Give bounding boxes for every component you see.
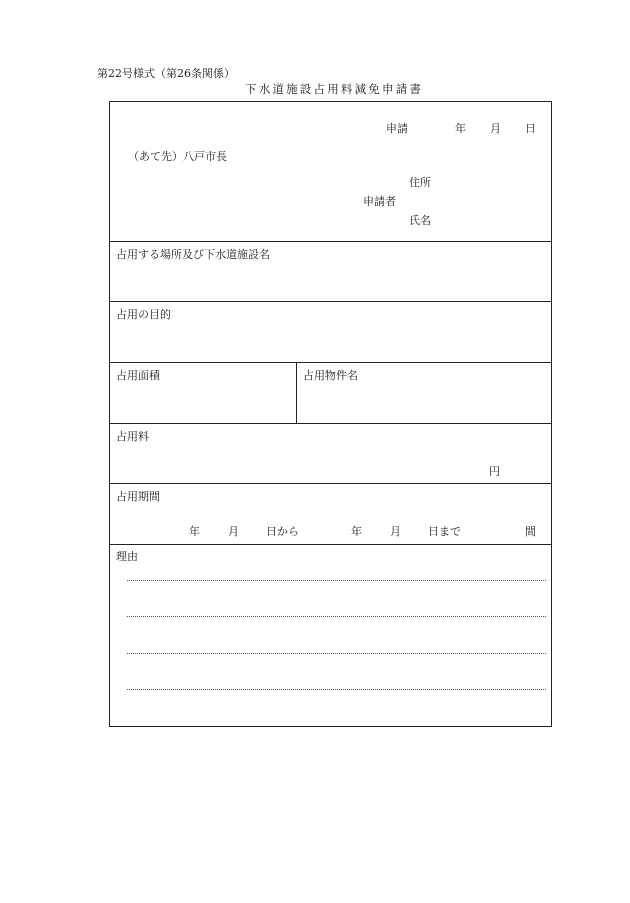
period-from-month: 月: [228, 525, 239, 538]
column-divider: [296, 362, 297, 423]
apply-month-label: 月: [490, 122, 501, 135]
fee-unit: 円: [489, 465, 500, 478]
reason-line: [127, 653, 546, 654]
divider: [110, 241, 551, 242]
address-label: 住所: [409, 176, 431, 189]
place-label: 占用する場所及び下水道施設名: [116, 248, 270, 261]
apply-year-label: 年: [455, 122, 466, 135]
addressee: （あて先）八戸市長: [128, 150, 227, 163]
form-title: 下水道施設占用料減免申請書: [245, 82, 424, 96]
apply-day-label: 日: [525, 122, 536, 135]
divider: [110, 483, 551, 484]
period-to-month: 月: [390, 525, 401, 538]
purpose-label: 占用の目的: [116, 308, 171, 321]
application-form: [109, 101, 552, 727]
period-from-year: 年: [189, 525, 200, 538]
period-to-year: 年: [351, 525, 362, 538]
applicant-label: 申請者: [363, 195, 396, 208]
name-label: 氏名: [409, 214, 431, 227]
divider: [110, 362, 551, 363]
fee-label: 占用料: [116, 430, 149, 443]
divider: [110, 544, 551, 545]
period-to-day: 日まで: [428, 525, 461, 538]
form-number: 第22号様式（第26条関係）: [97, 67, 235, 80]
reason-line: [127, 689, 546, 690]
period-label: 占用期間: [116, 490, 160, 503]
reason-label: 理由: [116, 550, 138, 563]
apply-label: 申請: [386, 122, 408, 135]
area-label: 占用面積: [116, 369, 160, 382]
object-label: 占用物件名: [303, 369, 358, 382]
period-duration: 間: [525, 525, 536, 538]
divider: [110, 301, 551, 302]
period-from-day: 日から: [266, 525, 299, 538]
reason-line: [127, 580, 546, 581]
reason-line: [127, 616, 546, 617]
divider: [110, 423, 551, 424]
